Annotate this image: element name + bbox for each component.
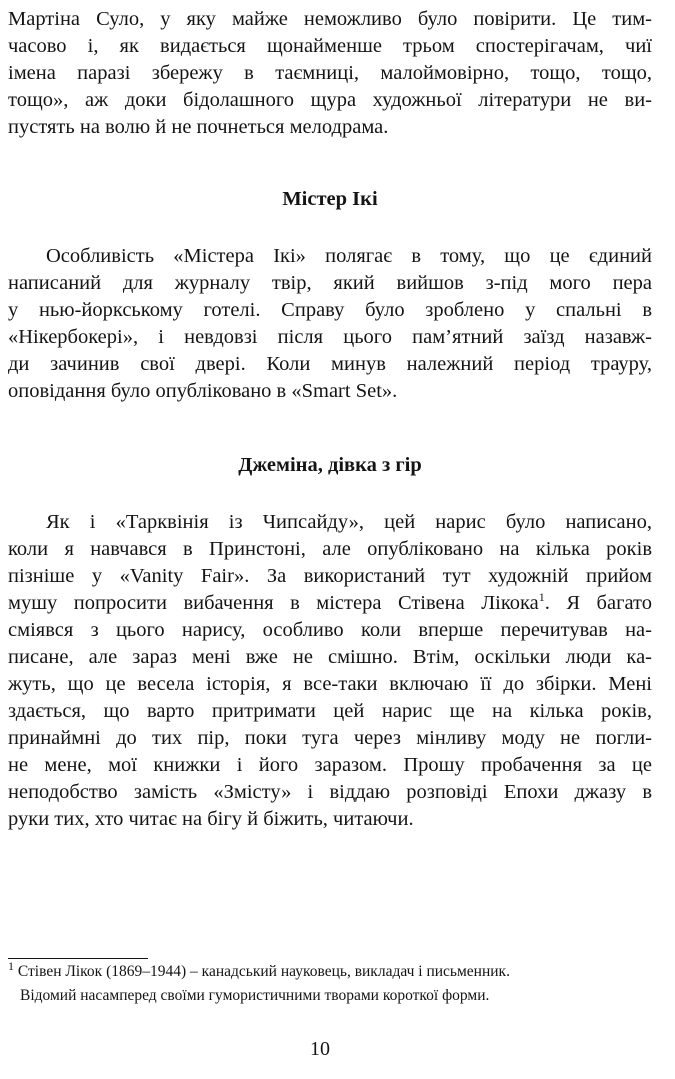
intro-paragraph bbox=[8, 6, 652, 141]
text-line: Особливість «Містера Ікі» полягає в тому, що це єдиний bbox=[46, 245, 652, 267]
text-line: руки тих, хто читає на бігу й біжить, читаючи. bbox=[8, 808, 414, 830]
text-line: жуть, що це весела історія, я все-таки включаю її до збірки. Мені bbox=[8, 673, 652, 695]
text-line: ди зачинив свої двері. Коли минув належний період трауру, bbox=[8, 353, 652, 375]
section-paragraph-jemina bbox=[8, 509, 652, 833]
text-line: пустять на волю й не почнеться мелодрама. bbox=[8, 116, 389, 138]
text-line: у нью-йоркському готелі. Справу було зроблено у спальні в bbox=[8, 299, 652, 321]
text-line: «Нікербокері», і невдовзі після цього пам’ятний заїзд назавж- bbox=[8, 326, 652, 348]
text-line: оповідання було опубліковано в «Smart Set». bbox=[8, 380, 398, 402]
text-line: тощо», аж доки бідолашного щура художньої літератури не ви- bbox=[8, 89, 652, 111]
footnote bbox=[8, 960, 668, 1008]
text-line: написаний для журналу твір, який вийшов з-під мого пера bbox=[8, 272, 652, 294]
footnote-marker: 1 bbox=[8, 958, 14, 973]
section-title-mister-iki: Містер Ікі bbox=[282, 188, 378, 210]
text-line: Як і «Тарквінія із Чипсайду», цей нарис було написано, bbox=[46, 511, 652, 533]
text-line: Мартіна Суло, у яку майже неможливо було повірити. Це тим- bbox=[8, 8, 652, 30]
footnote-reference[interactable]: 1 bbox=[538, 590, 545, 605]
text-line: не мене, мої книжки і його заразом. Прошу пробачення за це bbox=[8, 754, 652, 776]
text-line: коли я навчався в Принстоні, але опубліковано на кілька років bbox=[8, 538, 652, 560]
section-title-jemina: Джеміна, дівка з гір bbox=[238, 454, 422, 476]
footnote-line bbox=[8, 960, 668, 984]
footnote-text: Стівен Лікок (1869–1944) – канадський науковець, викладач і письменник. bbox=[14, 963, 510, 980]
text-line: здається, що варто притримати цей нарис ще на кілька років, bbox=[8, 700, 652, 722]
footnote-line: Відомий насамперед своїми гумористичними творами короткої форми. bbox=[20, 987, 490, 1004]
text-line: пізніше у «Vanity Fair». За використаний тут художній прийом bbox=[8, 565, 652, 587]
text-line: неподобство замість «Змісту» і віддаю розповіді Епохи джазу в bbox=[8, 781, 652, 803]
text-line: часово і, як видається щонайменше трьом спостерігачам, чиї bbox=[8, 35, 652, 57]
text-line: імена паразі збережу в таємниці, малоймовірно, тощо, тощо, bbox=[8, 62, 652, 84]
page-number: 10 bbox=[310, 1038, 330, 1060]
text-line: писане, але зараз мені вже не смішно. Втім, оскільки люди ка- bbox=[8, 646, 652, 668]
text-line: сміявся з цього нарису, особливо коли вперше перечитував на- bbox=[8, 619, 652, 641]
text-line: принаймні до тих пір, поки туга через мінливу моду не погли- bbox=[8, 727, 652, 749]
text-fragment: мушу попросити вибачення в містера Стівена Лікока bbox=[8, 592, 539, 614]
section-paragraph-mister-iki bbox=[8, 243, 652, 405]
text-fragment: . Я багато bbox=[544, 592, 652, 614]
text-line-with-footnote bbox=[8, 590, 652, 617]
footnote-divider bbox=[8, 958, 148, 959]
